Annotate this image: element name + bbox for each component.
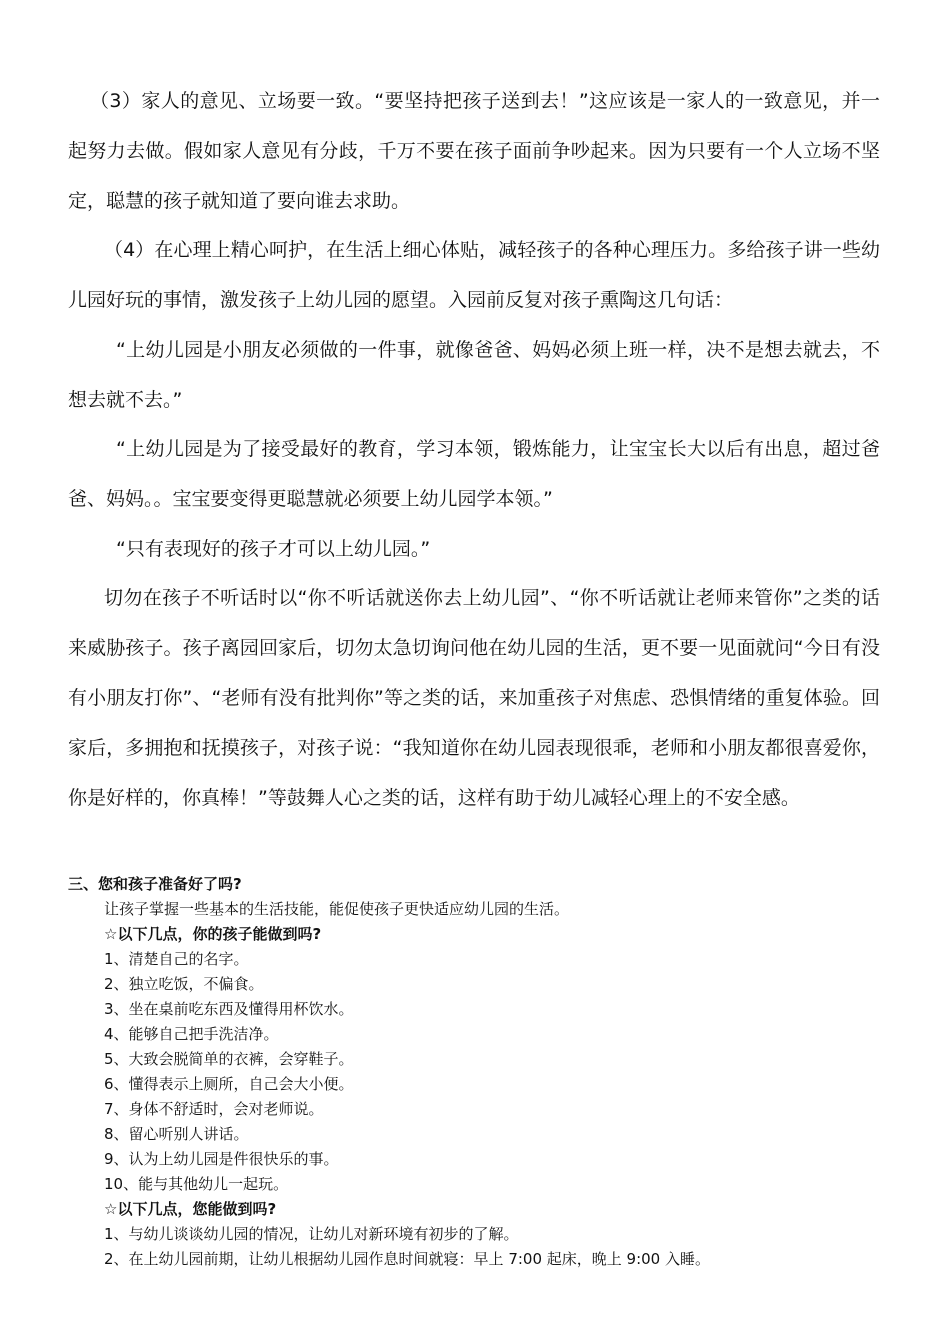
list-item: 4、能够自己把手洗洁净。 (104, 1025, 279, 1043)
list-item: 10、能与其他幼儿一起玩。 (104, 1175, 289, 1193)
paragraph-do-not-threaten: 切勿在孩子不听话时以“你不听话就送你去上幼儿园”、“你不听话就让老师来管你”之类的话来威胁孩子。孩子离园回家后，切勿太急切询问他在幼儿园的生活，更不要一见面就问“今日有没有小朋友打你”、“老师有没有批判你”等之类的话，来加重孩子对焦虑、恐惧情绪的重复体验。回家后，多拥抱和抚摸孩子，对孩子说：“我知道你在幼儿园表现很乖，老师和小朋友都很喜爱你，你是好样的，你真棒！”等鼓舞人心之类的话，这样有助于幼儿减轻心理上的不安全感。 (68, 587, 880, 809)
list-item: 9、认为上幼儿园是件很快乐的事。 (104, 1150, 339, 1168)
section-intro: 让孩子掌握一些基本的生活技能，能促使孩子更快适应幼儿园的生活。 (104, 900, 570, 918)
section-preparation (68, 872, 880, 1272)
list-item: 1、与幼儿谈谈幼儿园的情况，让幼儿对新环境有初步的了解。 (104, 1225, 519, 1243)
list-item: 2、独立吃饭，不偏食。 (104, 975, 264, 993)
list-item: 3、坐在桌前吃东西及懂得用杯饮水。 (104, 1000, 354, 1018)
quote-good-children: “只有表现好的孩子才可以上幼儿园。” (116, 538, 431, 560)
paragraph-family-consistency: （3）家人的意见、立场要一致。“要坚持把孩子送到去！”这应该是一家人的一致意见，并一起努力去做。假如家人意见有分歧，千万不要在孩子面前争吵起来。因为只要有一个人立场不坚定，聪慧的孩子就知道了要向谁去求助。 (68, 90, 880, 212)
list-item: 6、懂得表示上厕所，自己会大小便。 (104, 1075, 354, 1093)
list-item: 7、身体不舒适时，会对老师说。 (104, 1100, 324, 1118)
quote-kindergarten-duty: “上幼儿园是小朋友必须做的一件事，就像爸爸、妈妈必须上班一样，决不是想去就去，不想去就不去。” (68, 339, 880, 411)
list-item: 8、留心听别人讲话。 (104, 1125, 249, 1143)
section-title: 三、您和孩子准备好了吗? (68, 875, 242, 893)
list-item: 5、大致会脱简单的衣裤，会穿鞋子。 (104, 1050, 354, 1068)
paragraph-psychological-care: （4）在心理上精心呵护，在生活上细心体贴，减轻孩子的各种心理压力。多给孩子讲一些幼儿园好玩的事情，激发孩子上幼儿园的愿望。入园前反复对孩子熏陶这几句话： (68, 239, 880, 311)
quote-best-education: “上幼儿园是为了接受最好的教育，学习本领，锻炼能力，让宝宝长大以后有出息，超过爸爸、妈妈。。宝宝要变得更聪慧就必须要上幼儿园学本领。” (68, 438, 880, 510)
list-item: 1、清楚自己的名字。 (104, 950, 249, 968)
parent-checklist-heading: ☆以下几点，您能做到吗? (104, 1200, 277, 1218)
list-item: 2、在上幼儿园前期，让幼儿根据幼儿园作息时间就寝：早上 7:00 起床，晚上 9:00 入睡。 (104, 1250, 710, 1268)
child-checklist-heading: ☆以下几点，你的孩子能做到吗? (104, 925, 322, 943)
